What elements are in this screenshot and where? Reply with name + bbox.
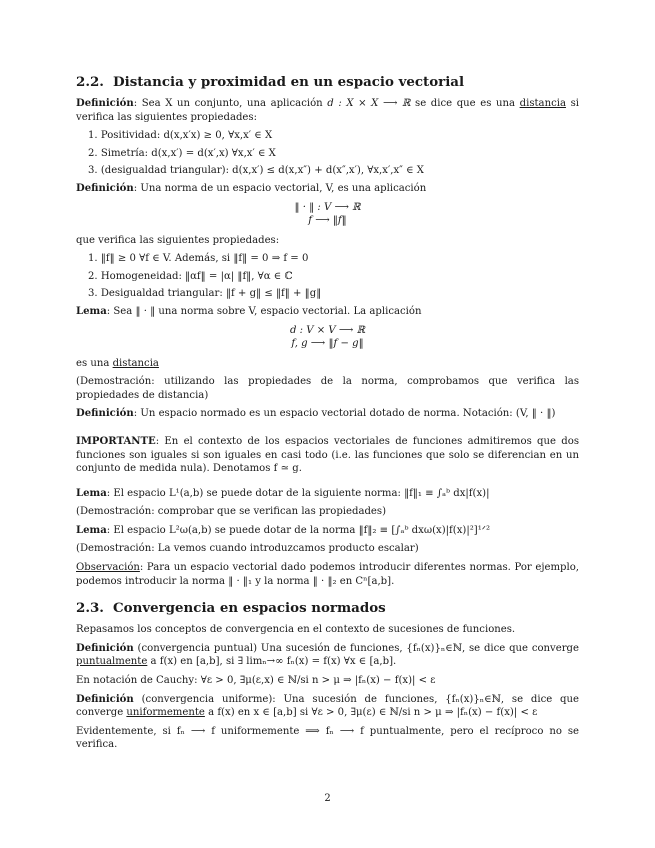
distance-properties-list — [76, 129, 579, 178]
lemma-l1-norm: Lema: El espacio L¹(a,b) se puede dotar de la siguiente norma: ‖f‖₁ ≡ ∫ₐᵇ dx|f(x)| — [76, 487, 490, 499]
definition-pointwise-convergence: Definición (convergencia puntual) Una sucesión de funciones, {fₙ(x)}ₙ∈ℕ, se dice que converge puntualmente a f(x) en [a,b], si ∃ limₙ→∞ fₙ(x) = f(x) ∀x ∈ [a,b]. — [76, 642, 579, 668]
list-item: 3. (desigualdad triangular): d(x,x′) ≤ d(x,x″) + d(x″,x′), ∀x,x′,x″ ∈ X — [88, 165, 424, 177]
page-number: 2 — [324, 793, 331, 804]
lemma-l1-proof-note: (Demostración: comprobar que se verifican las propiedades) — [76, 506, 387, 518]
important-note: IMPORTANTE: En el contexto de los espacios vectoriales de funciones admitiremos que dos funciones son iguales si son iguales en casi todo (i.e. las funciones que solo se diferencian en un conjunto de medida nula). Denotamos f ≃ g. — [76, 435, 579, 475]
distance-map-display: d : V × V ⟶ ℝ f, g ⟶ ‖f − g‖ — [289, 324, 365, 349]
list-item: 2. Homogeneidad: ‖αf‖ = |α| ‖f‖, ∀α ∈ ℂ — [88, 270, 293, 282]
definition-uniform-convergence: Definición (convergencia uniforme): Una sucesión de funciones, {fₙ(x)}ₙ∈ℕ, se dice que converge uniformemente a f(x) en x ∈ [a,b] si ∀ε > 0, ∃μ(ε) ∈ ℕ/si n > μ ⇒ |fₙ(x) − f(x)| < ε — [76, 693, 579, 719]
list-item: 1. Positividad: d(x,x′x) ≥ 0, ∀x,x′ ∈ X — [88, 130, 273, 142]
cauchy-notation: En notación de Cauchy: ∀ε > 0, ∃μ(ε,x) ∈ ℕ/si n > μ ⇒ |fₙ(x) − f(x)| < ε — [76, 675, 436, 687]
definition-normed-space: Definición: Un espacio normado es un espacio vectorial dotado de norma. Notación: (V, ‖ · ‖) — [76, 408, 556, 420]
norm-properties-intro: que verifica las siguientes propiedades: — [76, 234, 280, 246]
list-item: 1. ‖f‖ ≥ 0 ∀f ∈ V. Además, si ‖f‖ = 0 ⇒ f = 0 — [88, 253, 309, 265]
lemma-l2-proof-note: (Demostración: La vemos cuando introduzcamos producto escalar) — [76, 543, 419, 555]
section-heading-2-3: 2.3. Convergencia en espacios normados — [76, 600, 386, 617]
list-item: 2. Simetría: d(x,x′) = d(x′,x) ∀x,x′ ∈ X — [88, 147, 276, 159]
definition-norm: Definición: Una norma de un espacio vectorial, V, es una aplicación — [76, 182, 427, 194]
lemma-induced-distance: Lema: Sea ‖ · ‖ una norma sobre V, espacio vectorial. La aplicación — [76, 305, 422, 317]
lemma-l2-norm: Lema: El espacio L²ω(a,b) se puede dotar de la norma ‖f‖₂ ≡ [∫ₐᵇ dxω(x)|f(x)|²]¹ᐟ² — [76, 524, 491, 536]
lemma-proof-note: (Demostración: utilizando las propiedades de la norma, comprobamos que verifica las propiedades de distancia) — [76, 376, 579, 401]
definition-distance: Definición: Sea X un conjunto, una aplicación d : X × X ⟶ ℝ se dice que es una distancia si verifica las siguientes propiedades: — [76, 98, 579, 123]
lemma-conclusion: es una distancia — [76, 357, 159, 369]
review-intro: Repasamos los conceptos de convergencia en el contexto de sucesiones de funciones. — [76, 624, 516, 636]
section-heading-2-2: 2.2. Distancia y proximidad en un espacio vectorial — [76, 74, 465, 90]
observation: Observación: Para un espacio vectorial dado podemos introducir diferentes normas. Por ejemplo, podemos introducir la norma ‖ · ‖₁ y la norma ‖ · ‖₂ en Cⁿ[a,b]. — [76, 562, 579, 587]
term-distancia: distancia — [519, 98, 566, 109]
norm-map-display: ‖ · ‖ : V ⟶ ℝ f ⟶ ‖f‖ — [294, 201, 361, 226]
list-item: 3. Desigualdad triangular: ‖f + g‖ ≤ ‖f‖ + ‖g‖ — [88, 288, 322, 300]
norm-properties-list — [76, 252, 579, 301]
uniform-implies-pointwise: Evidentemente, si fₙ ⟶ f uniformemente ⟹ fₙ ⟶ f puntualmente, pero el recíproco no se verifica. — [76, 725, 579, 751]
